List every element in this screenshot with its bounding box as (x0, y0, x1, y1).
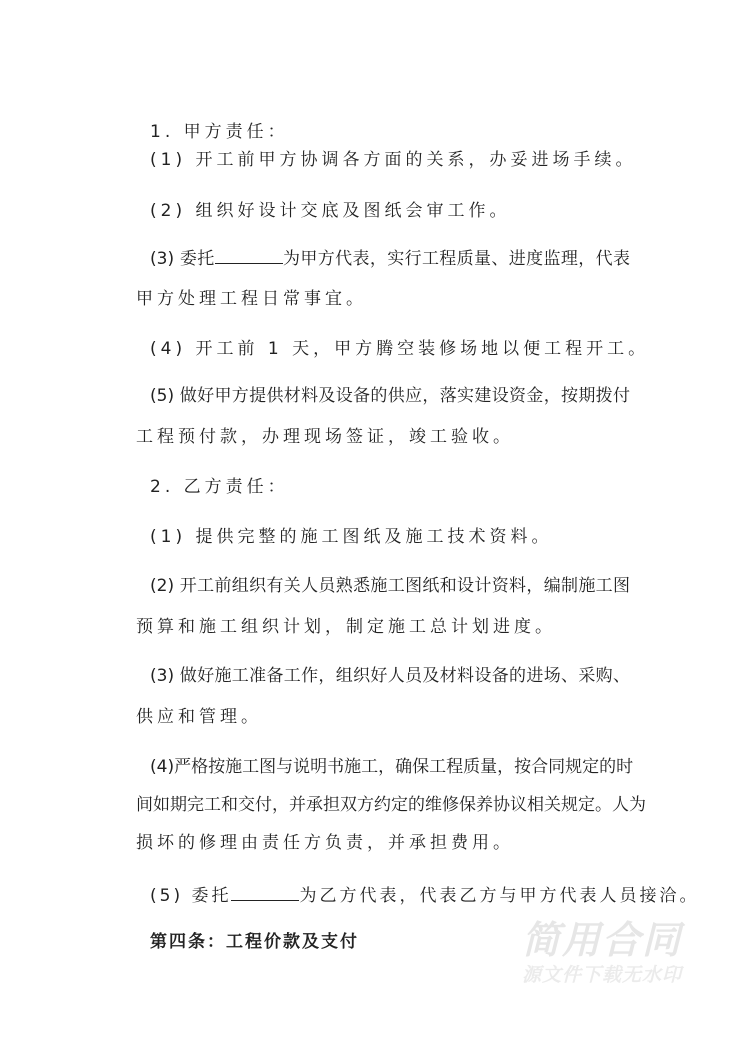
watermark (512, 918, 692, 988)
party-b-item-4-cont2: 损坏的修理由责任方负责，并承担费用。 (136, 833, 514, 853)
item-prefix: (5) 委托 (150, 886, 232, 906)
party-b-item-4: (4)严格按施工图与说明书施工，确保工程质量，按合同规定的时 (150, 757, 634, 777)
party-b-item-2-cont: 预算和施工组织计划，制定施工总计划进度。 (136, 617, 556, 637)
party-b-item-1: (1) 提供完整的施工图纸及施工技术资料。 (150, 527, 553, 547)
party-b-item-5 (150, 884, 700, 907)
party-a-item-5-cont: 工程预付款，办理现场签证，竣工验收。 (136, 427, 514, 447)
party-b-item-2: (2) 开工前组织有关人员熟悉施工图纸和设计资料，编制施工图 (150, 576, 630, 596)
article-4-heading: 第四条：工程价款及支付 (150, 932, 359, 952)
party-b-item-4-cont: 间如期完工和交付，并承担双方约定的维修保养协议相关规定。人为 (136, 795, 646, 815)
item-prefix: (3) 委托 (150, 249, 215, 269)
party-b-heading: 2. 乙方责任： (150, 477, 289, 497)
party-b-item-3-cont: 供应和管理。 (136, 707, 262, 727)
item-text: 为甲方代表，实行工程质量、进度监理，代表 (282, 249, 631, 269)
party-a-item-4: (4) 开工前 1 天，甲方腾空装修场地以便工程开工。 (150, 339, 650, 359)
party-a-heading: 1. 甲方责任： (150, 122, 289, 142)
party-a-item-5: (5) 做好甲方提供材料及设备的供应，落实建设资金，按期拨付 (150, 386, 630, 406)
party-a-item-1: (1) 开工前甲方协调各方面的关系，办妥进场手续。 (150, 150, 637, 170)
party-a-item-2: (2) 组织好设计交底及图纸会审工作。 (150, 201, 511, 221)
party-a-item-3-cont: 甲方处理工程日常事宜。 (136, 289, 367, 309)
fill-in-blank[interactable] (231, 884, 299, 901)
fill-in-blank[interactable] (215, 247, 283, 264)
party-a-item-3 (150, 247, 630, 270)
watermark-logo-text: 简用合同 (521, 918, 682, 962)
watermark-subtext: 源文件下载无水印 (521, 964, 682, 986)
party-b-item-3: (3) 做好施工准备工作，组织好人员及材料设备的进场、采购、 (150, 666, 630, 686)
item-text: 为乙方代表，代表乙方与甲方代表人员接洽。 (299, 886, 700, 906)
